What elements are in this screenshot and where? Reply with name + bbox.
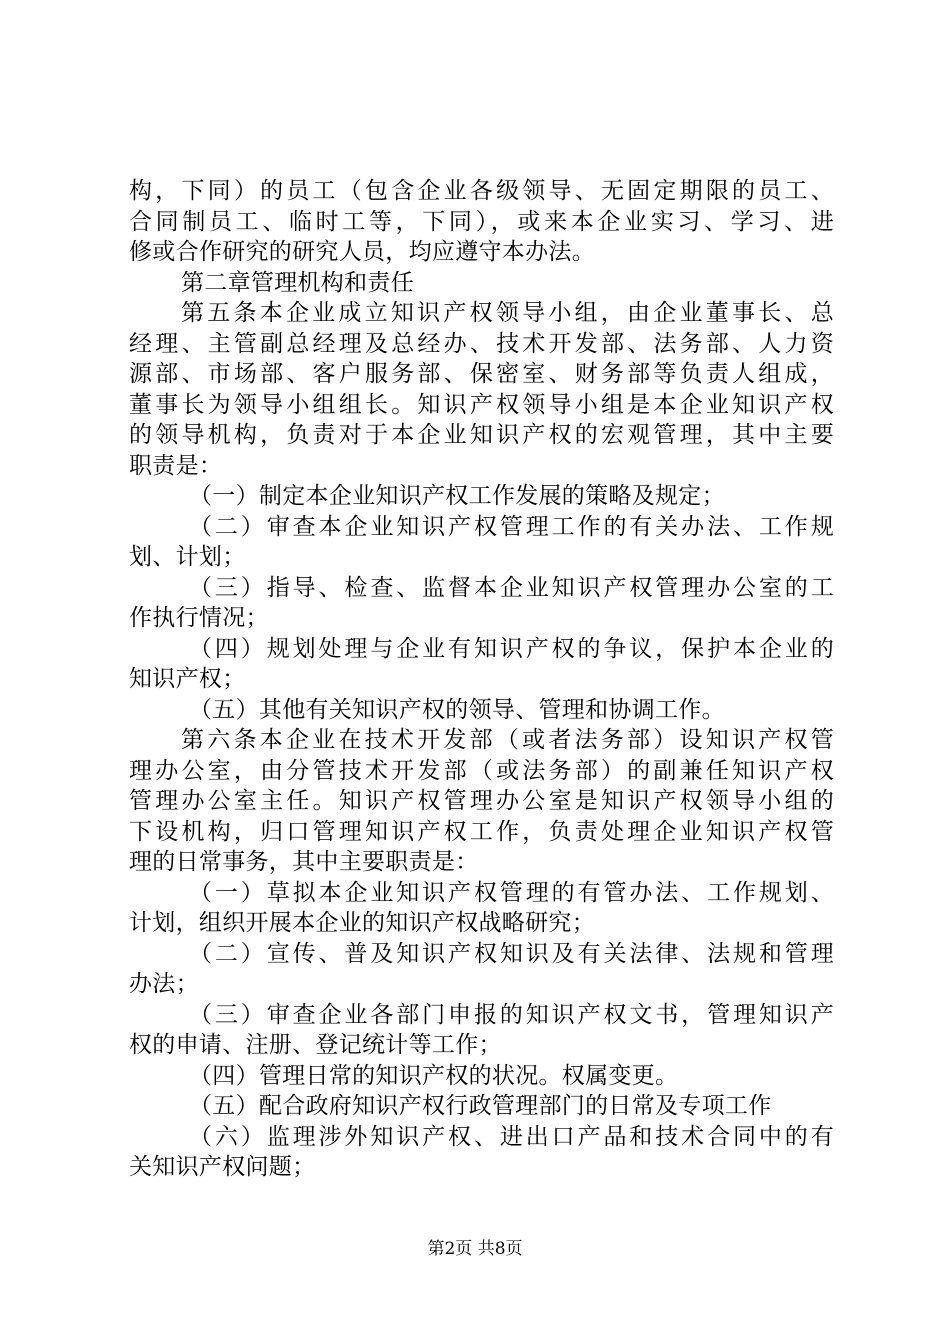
list-item-line: （四）管理日常的知识产权的状况。权属变更。 [189,1062,679,1089]
text-line: 董事长为领导小组组长。知识产权领导小组是本企业知识产权 [129,391,834,418]
text-line: 计划，组织开展本企业的知识产权战略研究； [129,910,595,936]
text-line: 经理、主管副总经理及总经办、技术开发部、法务部、人力资 [129,330,834,357]
text-line: 划、计划； [129,544,246,570]
text-line: 源部、市场部、客户服务部、保密室、财务部等负责人组成， [129,361,834,387]
list-item-line: （三）审查企业各部门申报的知识产权文书，管理知识产 [189,1001,834,1028]
list-item-line: （五）其他有关知识产权的领导、管理和协调工作。 [189,696,725,723]
text-line: 知识产权； [129,666,246,692]
text-line: 合同制员工、临时工等，下同），或来本企业实习、学习、进 [129,208,834,235]
text-line: 构，下同）的员工（包含企业各级领导、无固定期限的员工、 [129,178,834,204]
list-item-line: （一）草拟本企业知识产权管理的有管办法、工作规划、 [189,879,834,906]
text-line: 作执行情况； [129,605,269,631]
list-item-line: （二）审查本企业知识产权管理工作的有关办法、工作规 [189,513,834,540]
text-line: 理的日常事务，其中主要职责是： [129,849,479,875]
text-line: 下设机构，归口管理知识产权工作，负责处理企业知识产权管 [129,818,834,845]
page-number-footer: 第2页 共8页 [427,1239,523,1259]
list-item-line: （六）监理涉外知识产权、进出口产品和技术合同中的有 [189,1123,834,1150]
list-item-line: （一）制定本企业知识产权工作发展的策略及规定； [189,483,725,509]
text-line: 职责是： [129,452,223,479]
list-item-line: （三）指导、检查、监督本企业知识产权管理办公室的工 [189,574,834,601]
text-line: 修或合作研究的研究人员，均应遵守本办法。 [129,239,595,265]
chapter-heading: 第二章管理机构和责任 [181,269,414,296]
text-line: 管理办公室主任。知识产权管理办公室是知识产权领导小组的 [129,788,834,814]
list-item-line: （四）规划处理与企业有知识产权的争议，保护本企业的 [189,635,834,662]
article-line: 第六条本企业在技术开发部（或者法务部）设知识产权管 [181,727,834,753]
document-body [129,176,834,1183]
article-line: 第五条本企业成立知识产权领导小组，由企业董事长、总 [181,300,834,326]
text-line: 的领导机构，负责对于本企业知识产权的宏观管理，其中主要 [129,422,834,448]
list-item-line: （二）宣传、普及知识产权知识及有关法律、法规和管理 [189,940,834,967]
text-line: 关知识产权问题； [129,1154,316,1180]
text-line: 办法； [129,971,199,997]
text-line: 理办公室，由分管技术开发部（或法务部）的副兼任知识产权 [129,757,834,784]
text-line: 权的申请、注册、登记统计等工作； [129,1032,502,1058]
list-item-line: （五）配合政府知识产权行政管理部门的日常及专项工作 [189,1093,772,1119]
